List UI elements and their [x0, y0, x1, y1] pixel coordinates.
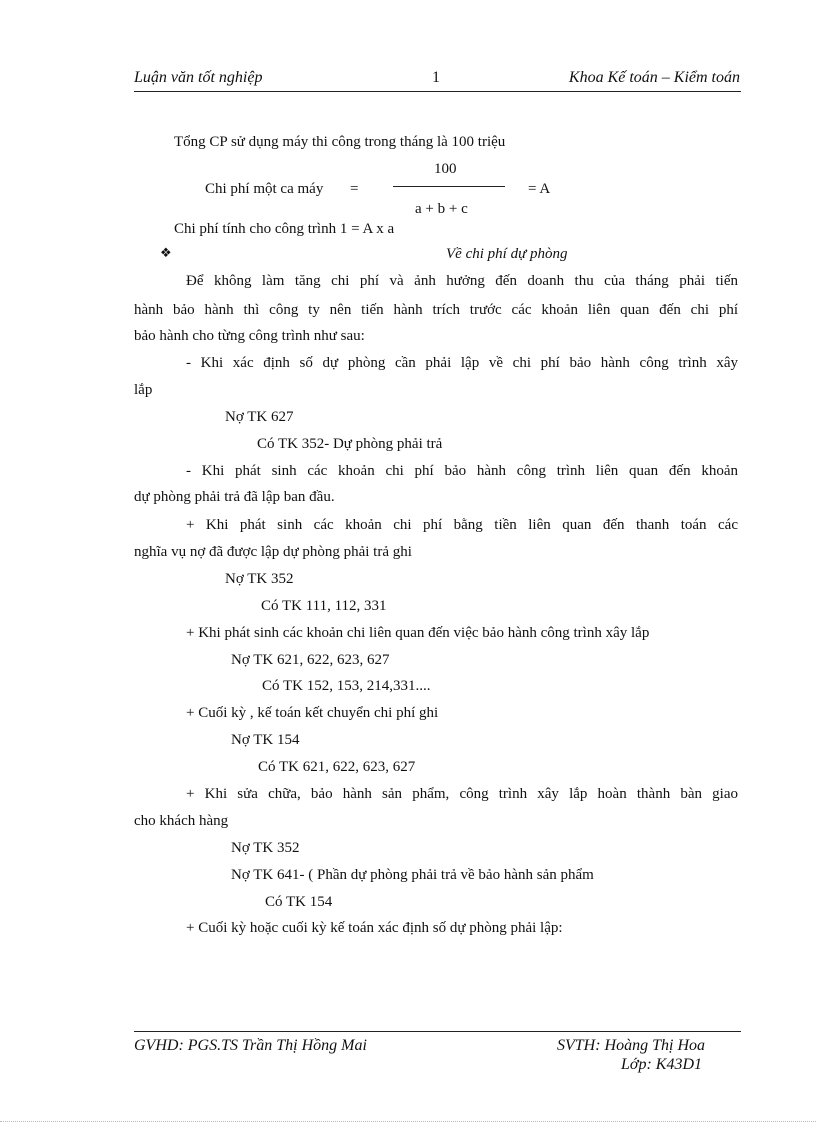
header-rule	[134, 91, 741, 92]
page-number: 1	[432, 69, 440, 86]
line-cost-project: Chi phí tính cho công trình 1 = A x a	[174, 221, 395, 237]
entry4-credit: Có TK 621, 622, 623, 627	[258, 759, 416, 775]
item2-line2: dự phòng phải trả đã lập ban đầu.	[134, 489, 335, 505]
line-total-cost: Tổng CP sử dụng máy thi công trong tháng là 100 triệu	[174, 134, 506, 150]
formula-label: Chi phí một ca máy	[205, 181, 324, 197]
footer-advisor: GVHD: PGS.TS Trần Thị Hồng Mai	[134, 1037, 367, 1054]
entry2-credit: Có TK 111, 112, 331	[261, 598, 387, 614]
formula-equals: =	[350, 181, 359, 197]
item6-line2: cho khách hàng	[134, 813, 229, 829]
item1-line2: lắp	[134, 382, 153, 398]
header-department: Khoa Kế toán – Kiểm toán	[568, 69, 740, 86]
item3-line1: + Khi phát sinh các khoản chi phí bằng tiền liên quan đến thanh toán các	[186, 517, 738, 533]
entry1-credit: Có TK 352- Dự phòng phải trả	[257, 436, 443, 452]
footer-class: Lớp: K43D1	[621, 1056, 702, 1073]
entry1-debit: Nợ TK 627	[225, 409, 294, 425]
page-bottom-dotted-edge	[0, 1121, 816, 1122]
para1-line1: Để không làm tăng chi phí và ảnh hưởng đến doanh thu của tháng phải tiến	[186, 273, 738, 289]
footer-student: SVTH: Hoàng Thị Hoa	[557, 1037, 706, 1054]
item5: + Cuối kỳ , kế toán kết chuyển chi phí ghi	[186, 705, 439, 721]
item2-line1: - Khi phát sinh các khoản chi phí bảo hành công trình liên quan đến khoản	[186, 463, 738, 479]
para1-line2: hành bảo hành thì công ty nên tiến hành trích trước các khoản liên quan đến chi phí	[134, 302, 738, 318]
entry5-credit: Có TK 154	[265, 894, 333, 910]
para1-line3: bảo hành cho từng công trình như sau:	[134, 328, 365, 344]
formula-numerator: 100	[434, 161, 457, 177]
entry2-debit: Nợ TK 352	[225, 571, 294, 587]
entry5-debit2: Nợ TK 641- ( Phần dự phòng phải trả về bảo hành sản phẩm	[231, 867, 594, 883]
entry3-credit: Có TK 152, 153, 214,331....	[262, 678, 431, 694]
item3-line2: nghĩa vụ nợ đã được lập dự phòng phải trả ghi	[134, 544, 412, 560]
entry5-debit1: Nợ TK 352	[231, 840, 300, 856]
item7: + Cuối kỳ hoặc cuối kỳ kế toán xác định số dự phòng phải lập:	[186, 920, 563, 936]
diamond-bullet-icon: ❖	[160, 246, 172, 261]
footer-rule	[134, 1031, 741, 1032]
entry3-debit: Nợ TK 621, 622, 623, 627	[231, 652, 390, 668]
fraction-bar	[393, 186, 505, 187]
section-title: Về chi phí dự phòng	[446, 246, 568, 262]
item6-line1: + Khi sửa chữa, bảo hành sản phẩm, công trình xây lắp hoàn thành bàn giao	[186, 786, 738, 802]
formula-result: = A	[528, 181, 551, 197]
header-title: Luận văn tốt nghiệp	[134, 69, 263, 86]
formula-denominator: a + b + c	[415, 201, 468, 217]
item1-line1: - Khi xác định số dự phòng cần phải lập về chi phí bảo hành công trình xây	[186, 355, 738, 371]
item4: + Khi phát sinh các khoản chi liên quan đến việc bảo hành công trình xây lắp	[186, 625, 650, 641]
entry4-debit: Nợ TK 154	[231, 732, 300, 748]
